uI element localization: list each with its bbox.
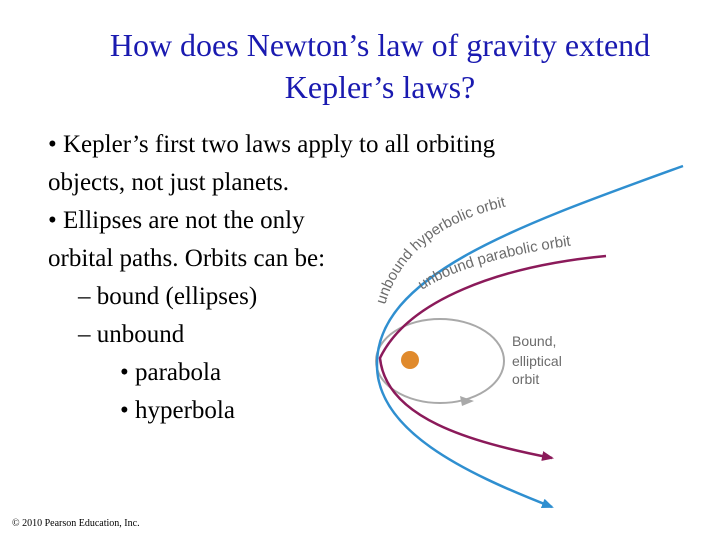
sub-sub-bullet-hyperbola: • hyperbola [120, 397, 235, 424]
hyperbolic-orbit-label: unbound hyperbolic orbit [372, 193, 507, 307]
bullet-1-line-1: • Kepler’s first two laws apply to all orbiting [48, 131, 496, 158]
title-line-2: Kepler’s laws? [284, 69, 476, 105]
bound-label-line1: Bound, [512, 333, 557, 349]
copyright-notice: © 2010 Pearson Education, Inc. [12, 518, 140, 529]
sub-bullet-bound: – bound (ellipses) [78, 283, 258, 310]
bullet-2-line-2: orbital paths. Orbits can be: [48, 245, 326, 272]
sub-bullet-unbound: – unbound [78, 321, 185, 348]
parabolic-orbit-label: unbound parabolic orbit [414, 232, 572, 294]
bound-label-line3: orbit [512, 371, 540, 387]
bullet-list [48, 126, 588, 430]
bullet-1-line-2: objects, not just planets. [48, 169, 289, 196]
slide-title [40, 24, 720, 108]
bullet-2-line-1: • Ellipses are not the only [48, 207, 305, 234]
bound-label-line2: elliptical [512, 353, 562, 369]
title-line-1: How does Newton’s law of gravity extend [109, 27, 651, 63]
sub-sub-bullet-parabola: • parabola [120, 359, 222, 386]
